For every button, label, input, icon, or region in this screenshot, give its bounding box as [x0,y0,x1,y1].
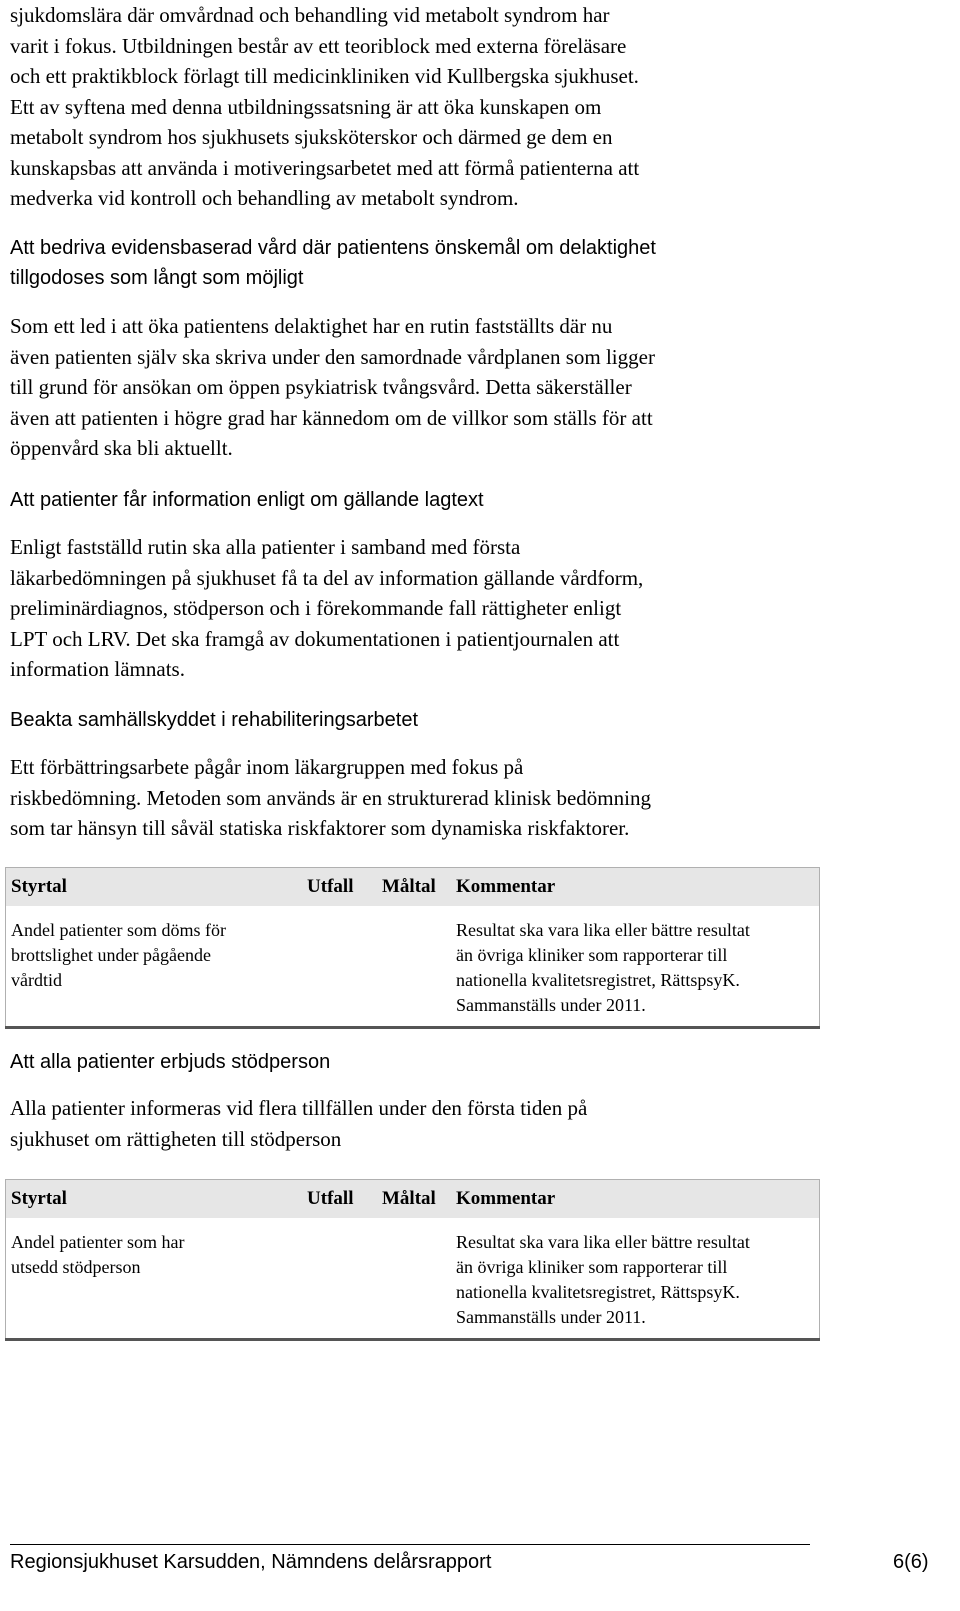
cell-kommentar [451,1218,820,1340]
table-row [6,906,820,1028]
text-line: till grund för ansökan om öppen psykiatrisk tvångsvård. Detta säkerställer [10,375,632,399]
text-line: Ett av syftena med denna utbildningssatsning är att öka kunskapen om [10,94,602,119]
text-line: läkarbedömningen på sjukhuset få ta del av information gällande vårdform, [10,565,644,590]
text-line: information lämnats. [10,657,185,681]
cell-utfall [302,906,377,1028]
footer-divider [10,1544,810,1545]
cell-line: Resultat ska vara lika eller bättre resultat [455,920,750,940]
cell-line: Sammanställs under 2011. [455,1307,646,1327]
header-styrtal: Styrtal [6,1180,303,1219]
section-paragraph [10,311,840,464]
cell-maltal [377,906,451,1028]
section-paragraph [10,752,840,844]
text-line: Alla patienter informeras vid flera tillfällen under den första tiden på [10,1096,588,1120]
header-kommentar: Kommentar [451,868,820,907]
text-line: medverka vid kontroll och behandling av metabolt syndrom. [10,186,519,210]
text-line: metabolt syndrom hos sjukhusets sjuksköterskor och därmed ge dem en [10,125,613,149]
table-header-row [6,1180,820,1219]
cell-line: Andel patienter som döms för [11,920,226,940]
text-line: Ett förbättringsarbete pågår inom läkargruppen med fokus på [10,755,524,779]
cell-utfall [302,1218,377,1340]
text-line: sjukdomslära där omvårdnad och behandling vid metabolt syndrom har [10,3,610,27]
section-heading [10,485,840,515]
section-heading [10,1047,840,1077]
text-line: som tar hänsyn till såväl statiska riskfaktorer som dynamiska riskfaktorer. [10,816,630,840]
header-maltal: Måltal [377,1180,451,1219]
cell-line: nationella kvalitetsregistret, RättspsyK. [455,1282,740,1302]
heading-line: tillgodoses som långt som möjligt [10,267,304,289]
header-maltal: Måltal [377,868,451,907]
heading-line: Att alla patienter erbjuds stödperson [10,1051,331,1073]
cell-kommentar [451,906,820,1028]
section-heading [10,233,840,293]
cell-styrtal [6,906,303,1028]
cell-line: Andel patienter som har [11,1232,185,1252]
text-line: Som ett led i att öka patientens delaktighet har en rutin fastställts där nu [10,314,613,338]
intro-paragraph [10,0,840,214]
cell-maltal [377,1218,451,1340]
header-kommentar: Kommentar [451,1180,820,1219]
text-line: preliminärdiagnos, stödperson och i förekommande fall rättigheter enligt [10,596,622,620]
text-line: kunskapsbas att använda i motiveringsarbetet med att förmå patienterna att [10,155,640,180]
table-row [6,1218,820,1340]
text-line: sjukhuset om rättigheten till stödperson [10,1126,342,1151]
header-styrtal: Styrtal [6,868,303,907]
heading-line: Att patienter får information enligt om gällande lagtext [10,489,484,511]
footer-title: Regionsjukhuset Karsudden, Nämndens delårsrapport [10,1551,492,1573]
text-line: LPT och LRV. Det ska framgå av dokumentationen i patientjournalen att [10,626,620,651]
cell-line: utsedd stödperson [11,1257,141,1277]
text-line: även att patienten i högre grad har kännedom om de villkor som ställs för att [10,405,653,430]
heading-line: Beakta samhällskyddet i rehabiliteringsarbetet [10,709,418,731]
text-line: och ett praktikblock förlagt till medicinkliniken vid Kullbergska sjukhuset. [10,64,639,88]
cell-line: brottslighet under pågående [11,945,211,965]
header-utfall: Utfall [302,1180,377,1219]
section-paragraph [10,1093,840,1154]
text-line: även patienten själv ska skriva under den samordnade vårdplanen som ligger [10,344,655,369]
text-line: Enligt fastställd rutin ska alla patienter i samband med första [10,535,521,559]
heading-line: Att bedriva evidensbaserad vård där patientens önskemål om delaktighet [10,237,656,259]
section-paragraph [10,532,840,685]
text-line: öppenvård ska bli aktuellt. [10,436,233,460]
cell-line: Sammanställs under 2011. [455,995,646,1015]
text-line: varit i fokus. Utbildningen består av ett teoriblock med externa föreläsare [10,33,627,58]
cell-line: än övriga kliniker som rapporterar till [455,1257,728,1277]
cell-styrtal [6,1218,303,1340]
table-header-row [6,868,820,907]
text-line: riskbedömning. Metoden som används är en strukturerad klinisk bedömning [10,785,651,810]
cell-line: vårdtid [11,970,62,990]
cell-line: än övriga kliniker som rapporterar till [455,945,728,965]
goal-table [5,1179,820,1341]
goal-table [5,867,820,1029]
header-utfall: Utfall [302,868,377,907]
cell-line: nationella kvalitetsregistret, RättspsyK. [455,970,740,990]
page-number: 6(6) [893,1551,929,1573]
section-heading [10,705,840,735]
cell-line: Resultat ska vara lika eller bättre resultat [455,1232,750,1252]
